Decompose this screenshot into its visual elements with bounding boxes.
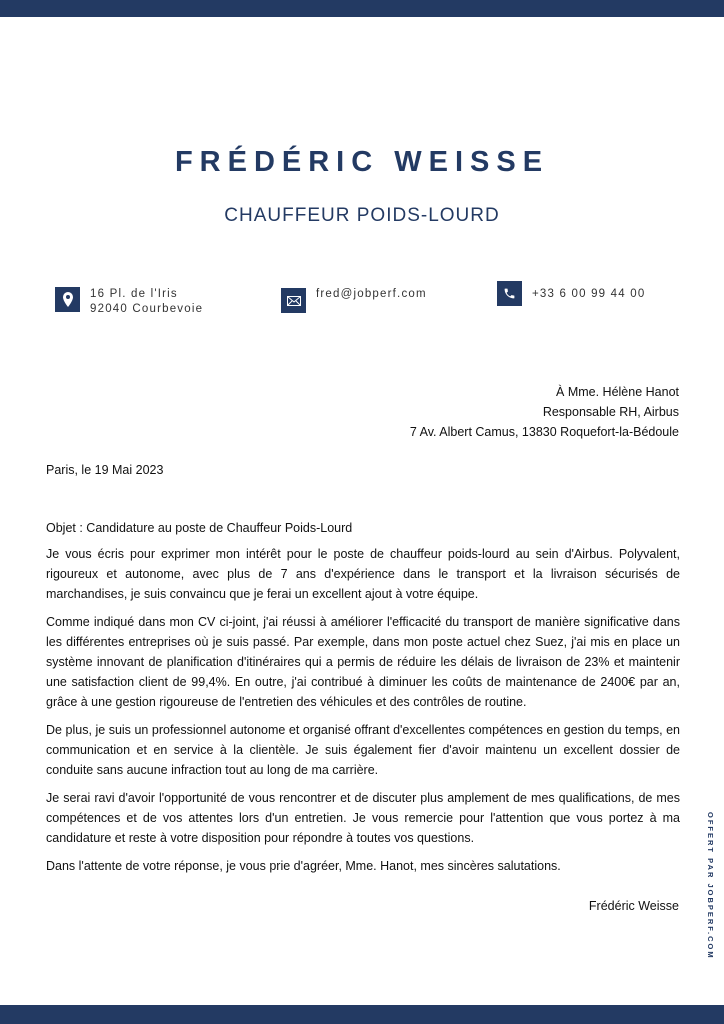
address-line2: 92040 Courbevoie (90, 303, 204, 315)
applicant-name: FRÉDÉRIC WEISSE (174, 146, 550, 178)
phone-icon (497, 281, 522, 306)
map-pin-icon (55, 287, 80, 312)
envelope-icon (281, 288, 306, 313)
bottom-bar (0, 1005, 724, 1024)
signature: Frédéric Weisse (588, 899, 679, 913)
email[interactable]: fred@jobperf.com (316, 288, 427, 300)
paragraph: De plus, je suis un professionnel autonome et organisé offrant d'excellentes compétences en gestion du temps, en communication et en service à la clientèle. Je suis également fier d'avoir maintenu un excellent dossier de conduite sans aucune infraction tout au long de ma carrière. (46, 723, 680, 777)
recipient-name: À Mme. Hélène Hanot (556, 385, 679, 399)
recipient-address: 7 Av. Albert Camus, 13830 Roquefort-la-Bédoule (409, 425, 679, 439)
recipient-role: Responsable RH, Airbus (542, 405, 679, 419)
letter-date: Paris, le 19 Mai 2023 (46, 463, 164, 477)
phone: +33 6 00 99 44 00 (532, 288, 646, 300)
contact-email (281, 287, 427, 313)
letter-body (46, 518, 680, 884)
address-line1: 16 Pl. de l'Iris (90, 288, 178, 300)
contact-address (55, 287, 203, 317)
top-bar (0, 0, 724, 17)
job-title: CHAUFFEUR POIDS-LOURD (224, 205, 500, 226)
paragraph: Comme indiqué dans mon CV ci-joint, j'ai réussi à améliorer l'efficacité du transport de manière significative dans les différentes entreprises où je suis passé. Par exemple, dans mon poste actuel chez Suez, j'ai mis en place un système innovant de planification d'itinéraires qui a permis de réduire les délais de livraison de 23% et maintenir une satisfaction client de 99,4%. En outre, j'ai contribué à diminuer les coûts de maintenance de 2400€ par an, grâce à une gestion rigoureuse de l'entretien des véhicules et des contrôles de routine. (46, 615, 680, 709)
watermark: OFFERT PAR JOBPERF.COM (706, 812, 715, 960)
paragraph: Je vous écris pour exprimer mon intérêt pour le poste de chauffeur poids-lourd au sein d'Airbus. Polyvalent, rigoureux et autonome, avec plus de 7 ans d'expérience dans le transport et la livraison sécurisés de marchandises, je suis convaincu que je ferai un excellent ajout à votre équipe. (46, 547, 680, 601)
recipient-block (410, 382, 679, 442)
letter-subject: Objet : Candidature au poste de Chauffeur Poids-Lourd (46, 521, 353, 535)
paragraph: Je serai ravi d'avoir l'opportunité de vous rencontrer et de discuter plus amplement de mes qualifications, de mes compétences et de vos attentes lors d'un entretien. Je vous remercie pour l'attention que vous portez à ma candidature et reste à votre disposition pour répondre à toutes vos questions. (46, 791, 680, 845)
contact-phone (497, 281, 645, 306)
paragraph: Dans l'attente de votre réponse, je vous prie d'agréer, Mme. Hanot, mes sincères salutations. (46, 859, 561, 873)
